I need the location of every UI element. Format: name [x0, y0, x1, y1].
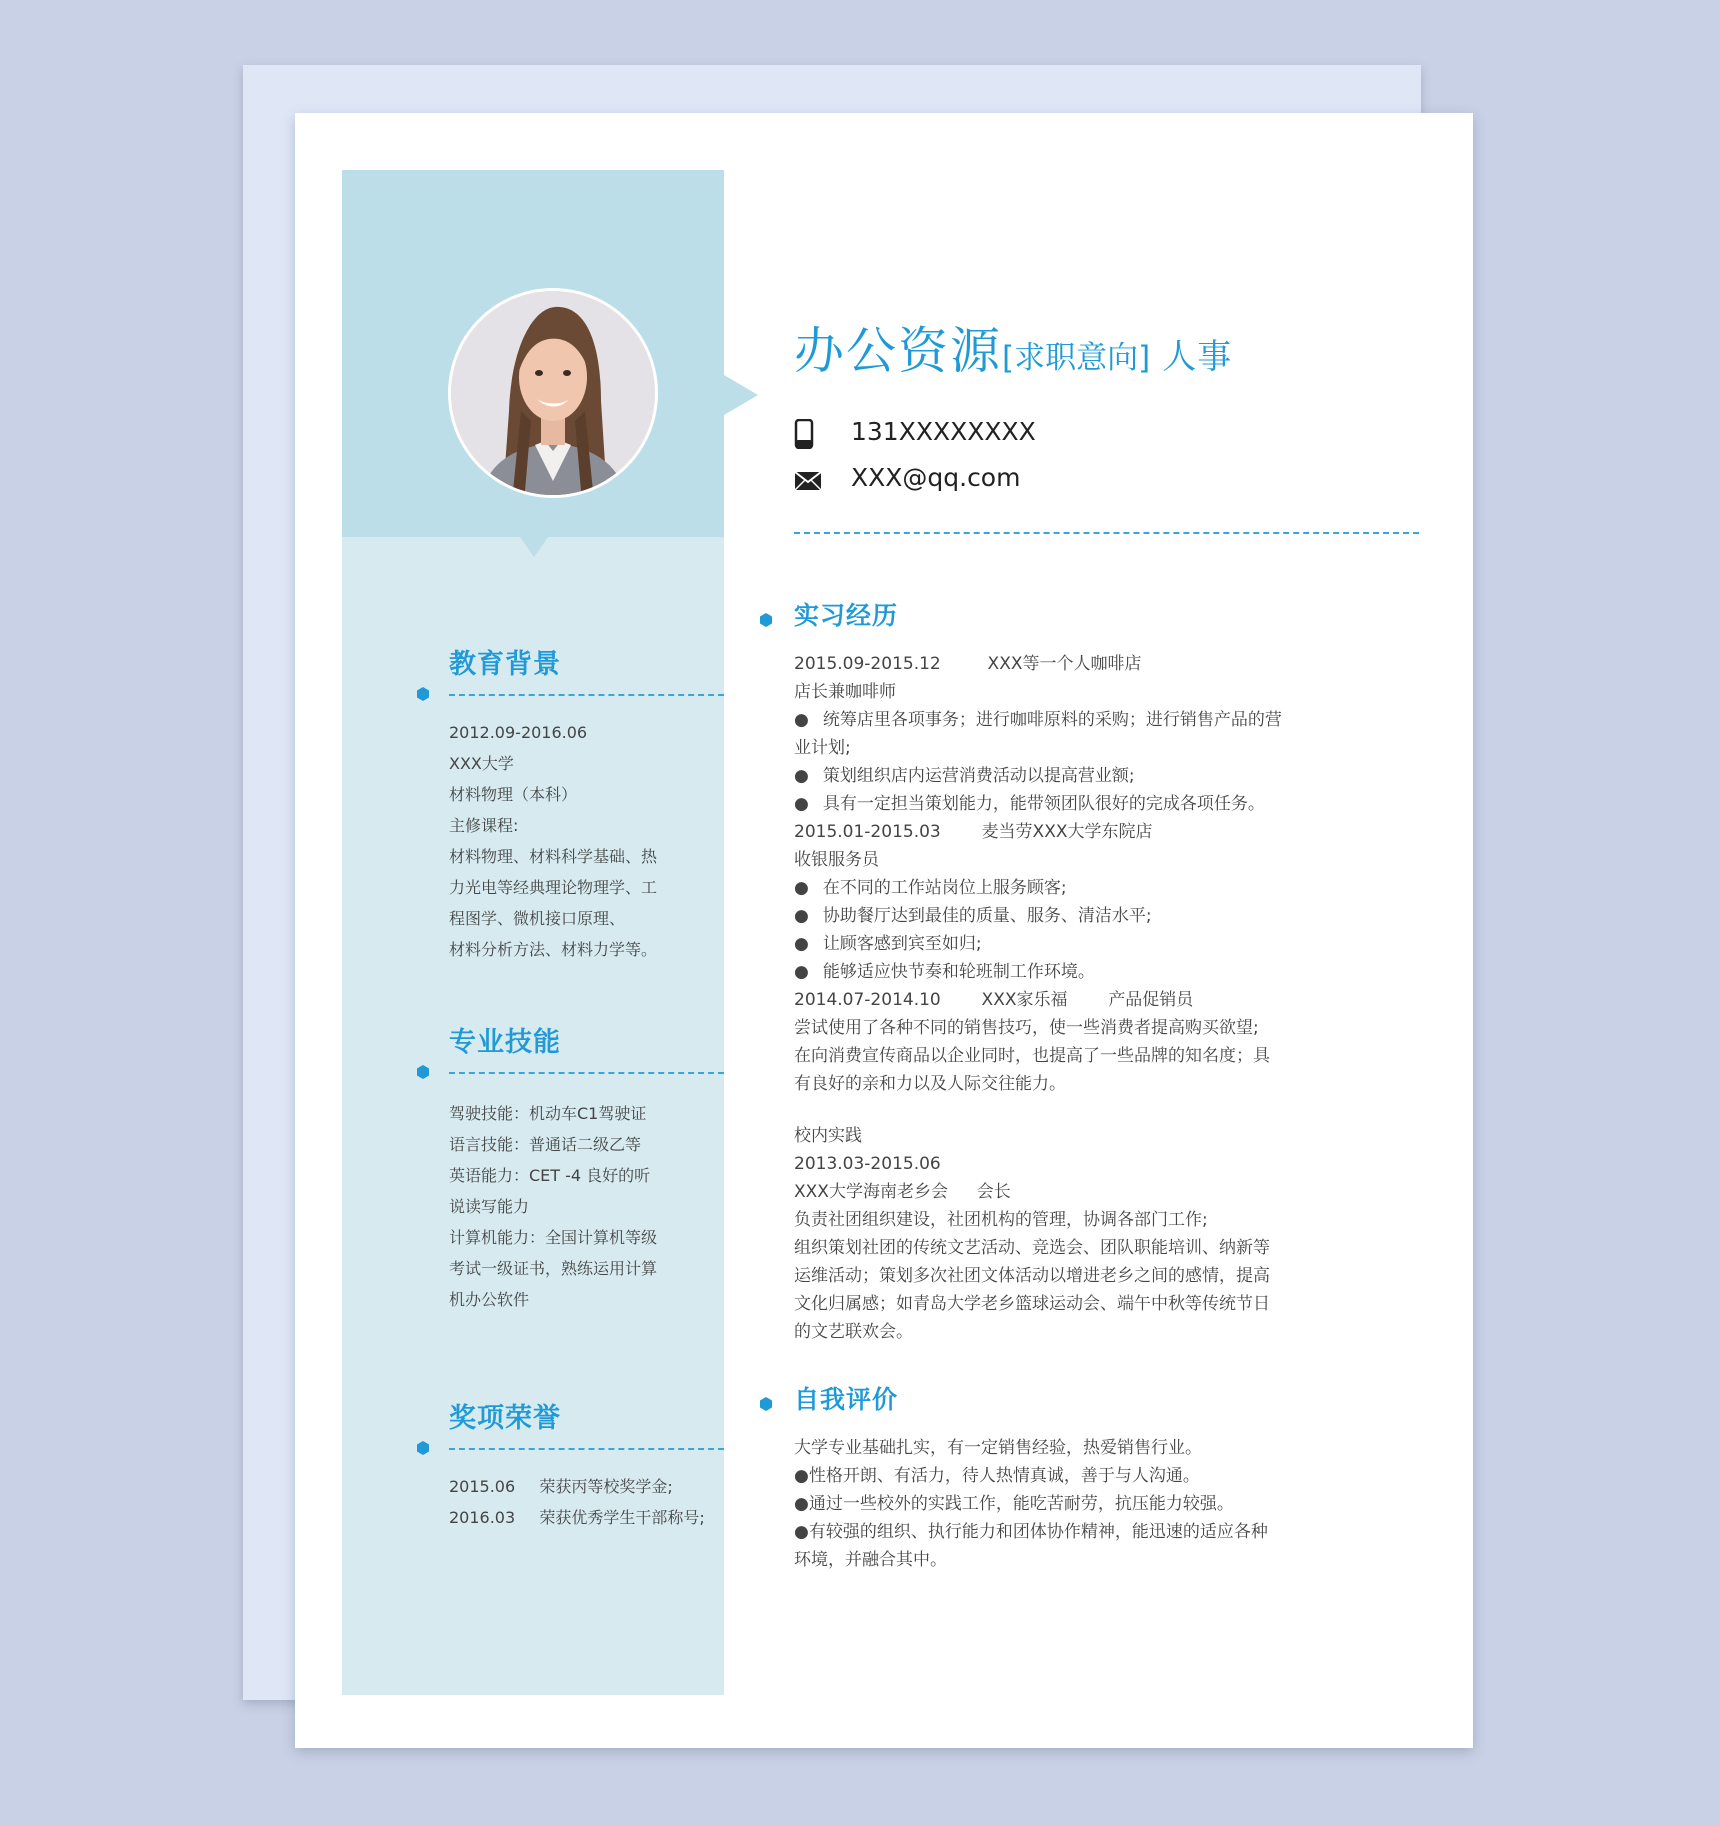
sidebar — [342, 170, 724, 1695]
envelope-icon — [794, 471, 822, 491]
campus-desc: 运维活动；策划多次社团文体活动以增进老乡之间的感情，提高 — [794, 1266, 1270, 1286]
skills-line: 英语能力：CET -4 良好的听 — [449, 1166, 651, 1185]
skills-line: 机办公软件 — [449, 1290, 530, 1309]
job-company: XXX等一个人咖啡店 — [987, 654, 1142, 674]
self-eval-line: ●通过一些校外的实践工作，能吃苦耐劳，抗压能力较强。 — [794, 1494, 1234, 1514]
education-line: 力光电等经典理论物理学、工 — [449, 878, 658, 897]
hexagon-bullet-icon — [416, 1065, 430, 1079]
campus-desc: 文化归属感；如青岛大学老乡篮球运动会、端午中秋等传统节日 — [794, 1294, 1270, 1314]
self-eval-line: 环境，并融合其中。 — [794, 1550, 947, 1570]
internship-content — [794, 650, 1324, 1346]
job-period: 2015.09-2015.12 — [794, 654, 941, 674]
campus-label: 校内实践 — [794, 1126, 862, 1146]
job-duty: ● 让顾客感到宾至如归; — [794, 934, 982, 954]
hexagon-bullet-icon — [416, 687, 430, 701]
award-item — [449, 1502, 719, 1533]
education-line: 2012.09-2016.06 — [449, 723, 588, 742]
education-line: 材料分析方法、材料力学等。 — [449, 940, 658, 959]
self-eval-line: ●有较强的组织、执行能力和团体协作精神，能迅速的适应各种 — [794, 1522, 1268, 1542]
campus-header — [794, 1178, 1324, 1206]
job-duty: ● 统筹店里各项事务；进行咖啡原料的采购；进行销售产品的营 — [794, 710, 1282, 730]
job-header — [794, 818, 1324, 846]
hexagon-bullet-icon — [416, 1441, 430, 1455]
job-intent-label: [求职意向] — [1002, 340, 1151, 376]
job-header — [794, 986, 1324, 1014]
campus-role: 会长 — [976, 1182, 1011, 1202]
campus-period: 2013.03-2015.06 — [794, 1154, 941, 1174]
campus-org: XXX大学海南老乡会 — [794, 1182, 948, 1202]
education-line: 材料物理（本科） — [449, 785, 578, 804]
internship-title: 实习经历 — [794, 601, 899, 630]
education-line: 材料物理、材料科学基础、热 — [449, 847, 658, 866]
award-text: 荣获丙等校奖学金; — [539, 1477, 673, 1496]
self-eval-title: 自我评价 — [794, 1385, 899, 1414]
award-text: 荣获优秀学生干部称号; — [539, 1508, 705, 1527]
self-eval-line: 大学专业基础扎实，有一定销售经验，热爱销售行业。 — [794, 1438, 1202, 1458]
skills-list — [449, 1098, 709, 1315]
education-line: XXX大学 — [449, 754, 514, 773]
job-duty: ● 具有一定担当策划能力，能带领团队很好的完成各项任务。 — [794, 794, 1265, 814]
phone-icon — [794, 419, 814, 449]
job-period: 2014.07-2014.10 — [794, 990, 941, 1010]
job-company: 麦当劳XXX大学东院店 — [981, 822, 1153, 842]
job-duty: ● 能够适应快节奏和轮班制工作环境。 — [794, 962, 1095, 982]
email-address: XXX@qq.com — [851, 463, 1021, 492]
skills-title: 专业技能 — [449, 1027, 561, 1058]
sidebar-notch — [520, 537, 548, 557]
education-divider — [449, 694, 724, 696]
hexagon-bullet-icon — [759, 613, 773, 627]
skills-divider — [449, 1072, 724, 1074]
sidebar-header-block — [342, 170, 724, 537]
job-role: 店长兼咖啡师 — [794, 682, 896, 702]
skills-line: 计算机能力：全国计算机等级 — [449, 1228, 658, 1247]
job-duty: ● 协助餐厅达到最佳的质量、服务、清洁水平; — [794, 906, 1152, 926]
skills-line: 说读写能力 — [449, 1197, 530, 1216]
target-position: 人事 — [1162, 337, 1233, 377]
job-period: 2015.01-2015.03 — [794, 822, 941, 842]
job-desc: 在向消费宣传商品以企业同时，也提高了一些品牌的知名度；具 — [794, 1046, 1270, 1066]
self-eval-content — [794, 1434, 1324, 1574]
award-date: 2016.03 — [449, 1508, 516, 1527]
job-header — [794, 650, 1324, 678]
awards-title: 奖项荣誉 — [449, 1403, 561, 1434]
awards-list — [449, 1471, 719, 1533]
skills-line: 语言技能：普通话二级乙等 — [449, 1135, 642, 1154]
education-line: 主修课程: — [449, 816, 519, 835]
hexagon-bullet-icon — [759, 1397, 773, 1411]
self-eval-line: ●性格开朗、有活力，待人热情真诚，善于与人沟通。 — [794, 1466, 1200, 1486]
job-role: 产品促销员 — [1108, 990, 1194, 1010]
award-item — [449, 1471, 719, 1502]
campus-desc: 组织策划社团的传统文艺活动、竞选会、团队职能培训、纳新等 — [794, 1238, 1270, 1258]
job-desc: 尝试使用了各种不同的销售技巧，使一些消费者提高购买欲望; — [794, 1018, 1259, 1038]
resume-page — [295, 113, 1473, 1748]
campus-desc: 的文艺联欢会。 — [794, 1322, 913, 1342]
job-company: XXX家乐福 — [981, 990, 1068, 1010]
header-divider — [794, 532, 1419, 534]
awards-divider — [449, 1448, 724, 1450]
job-desc: 有良好的亲和力以及人际交往能力。 — [794, 1074, 1066, 1094]
sidebar-pointer — [724, 375, 758, 415]
education-list — [449, 717, 709, 965]
campus-desc: 负责社团组织建设，社团机构的管理，协调各部门工作; — [794, 1210, 1208, 1230]
candidate-name: 办公资源 — [794, 322, 1002, 380]
avatar-photo — [448, 288, 658, 498]
phone-number: 131XXXXXXXX — [851, 417, 1036, 446]
job-role: 收银服务员 — [794, 850, 879, 870]
education-title: 教育背景 — [449, 649, 561, 680]
skills-line: 考试一级证书，熟练运用计算 — [449, 1259, 658, 1278]
job-duty-continued: 业计划; — [794, 738, 851, 758]
skills-line: 驾驶技能：机动车C1驾驶证 — [449, 1104, 647, 1123]
award-date: 2015.06 — [449, 1477, 516, 1496]
job-duty: ● 在不同的工作站岗位上服务顾客; — [794, 878, 1067, 898]
job-duty: ● 策划组织店内运营消费活动以提高营业额; — [794, 766, 1135, 786]
header-title — [794, 311, 1232, 383]
education-line: 程图学、微机接口原理、 — [449, 909, 626, 928]
